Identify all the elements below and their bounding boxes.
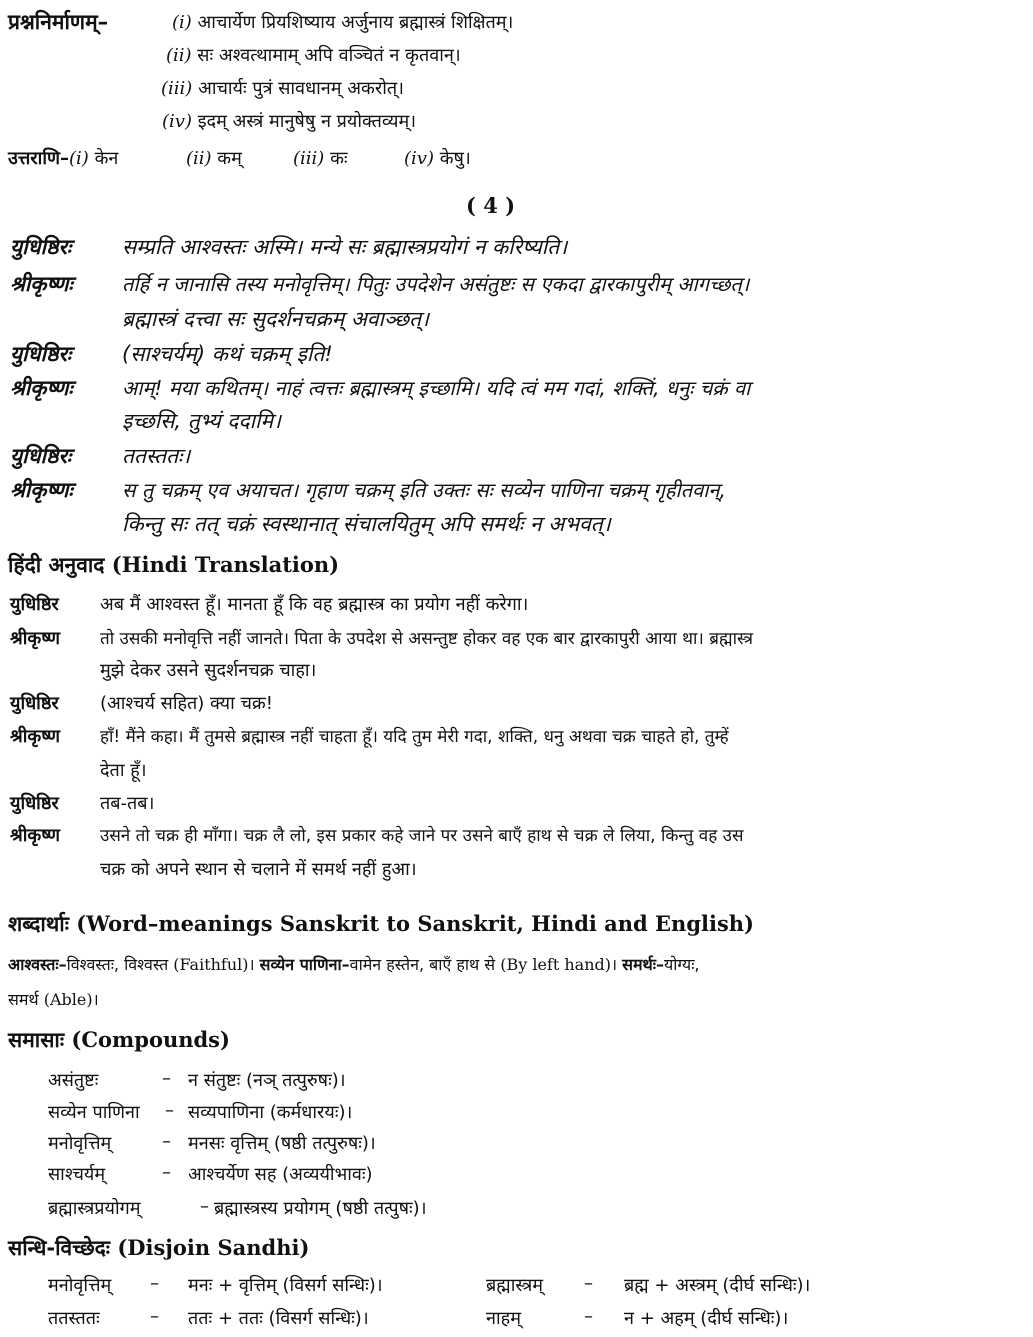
speaker-name: युधिष्ठिरः bbox=[10, 235, 72, 259]
translation-line: चक्र को अपने स्थान से चलाने में समर्थ नहीं हुआ। bbox=[100, 859, 417, 880]
heading-hi: सन्धि-विच्छेदः bbox=[8, 1236, 111, 1260]
compound-sep: – bbox=[165, 1100, 174, 1121]
sandhi-split: न + अहम् (दीर्घ सन्धिः)। bbox=[624, 1308, 789, 1329]
dialogue-line: आम्! मया कथितम्। नाहं त्वत्तः ब्रह्मास्त्रम् इच्छामि। यदि त्वं मम गदां, शक्तिं, धनुः चक्रं वा bbox=[122, 376, 751, 400]
speaker-name: श्रीकृष्ण bbox=[10, 825, 61, 846]
term: सव्येन पाणिना– bbox=[259, 955, 350, 974]
question-num: (iv) bbox=[162, 111, 192, 132]
dialogue-line: ततस्ततः। bbox=[122, 444, 191, 468]
answer-item-2 bbox=[186, 146, 242, 170]
question-num: (i) bbox=[172, 12, 192, 33]
meaning-en: (Faithful) bbox=[173, 955, 249, 974]
compound-word: साश्चर्यम् bbox=[48, 1164, 106, 1185]
translation-line: (आश्चर्य सहित) क्या चक्र! bbox=[100, 693, 273, 714]
meaning-en: (Able) bbox=[43, 990, 93, 1009]
answer-num: (ii) bbox=[186, 148, 212, 169]
meaning: वामेन हस्तेन, बाएँ हाथ से bbox=[349, 955, 501, 974]
heading-hi: हिंदी अनुवाद bbox=[8, 553, 105, 577]
question-item-3 bbox=[161, 76, 404, 100]
heading-en: (Word–meanings Sanskrit to Sanskrit, Hindi and English) bbox=[76, 911, 754, 936]
question-item-1 bbox=[172, 10, 513, 34]
danda: । bbox=[92, 990, 99, 1009]
compound-sep: – bbox=[162, 1162, 171, 1183]
danda: । bbox=[611, 955, 623, 974]
question-item-4 bbox=[162, 109, 416, 133]
dialogue-line: ब्रह्मास्त्रं दत्त्वा सः सुदर्शनचक्रम् अवाञ्छत्। bbox=[122, 307, 430, 331]
sandhi-sep: – bbox=[584, 1306, 593, 1327]
compounds-heading bbox=[8, 1026, 230, 1054]
hindi-translation-heading bbox=[8, 551, 339, 579]
dialogue-line: इच्छसि, तुभ्यं ददामि। bbox=[122, 409, 282, 433]
answer-text: केषु। bbox=[439, 148, 471, 169]
heading-hi: शब्दार्थाः bbox=[8, 912, 69, 936]
translation-line: तब-तब। bbox=[100, 793, 155, 814]
speaker-name: युधिष्ठिरः bbox=[10, 444, 72, 468]
speaker-name: युधिष्ठिर bbox=[10, 594, 59, 615]
speaker-name: श्रीकृष्ण bbox=[10, 726, 61, 747]
dialogue-line: किन्तु सः तत् चक्रं स्वस्थानात् संचालयितुम् अपि समर्थः न अभवत्। bbox=[122, 512, 611, 536]
compound-meaning: न संतुष्टः (नञ् तत्पुरुषः)। bbox=[188, 1070, 346, 1091]
section-number: ( 4 ) bbox=[466, 193, 516, 218]
sandhi-word: नाहम् bbox=[486, 1308, 521, 1329]
sandhi-word: मनोवृत्तिम् bbox=[48, 1275, 112, 1296]
word-meanings-line-2 bbox=[8, 988, 99, 1010]
sandhi-sep: – bbox=[584, 1273, 593, 1294]
question-item-2 bbox=[166, 43, 461, 67]
danda: । bbox=[248, 955, 260, 974]
term: आश्वस्तः– bbox=[8, 955, 67, 974]
question-num: (ii) bbox=[166, 45, 192, 66]
speaker-name: श्रीकृष्णः bbox=[10, 478, 73, 502]
translation-line: देता हूँ। bbox=[100, 760, 147, 781]
compound-word: ब्रह्मास्त्रप्रयोगम् bbox=[48, 1198, 141, 1219]
answer-text: कः bbox=[330, 148, 348, 169]
dialogue-line: स तु चक्रम् एव अयाचत। गृहाण चक्रम् इति उक्तः सः सव्येन पाणिना चक्रम् गृहीतवान्, bbox=[122, 478, 726, 502]
term: समर्थः– bbox=[622, 955, 664, 974]
answer-item-3 bbox=[293, 146, 348, 170]
question-text: आचार्येण प्रियशिष्याय अर्जुनाय ब्रह्मास्त्रं शिक्षितम्। bbox=[197, 12, 514, 33]
answer-num: (iv) bbox=[404, 148, 434, 169]
heading-hi: समासाः bbox=[8, 1028, 65, 1052]
sandhi-heading bbox=[8, 1234, 309, 1262]
question-making-label: प्रश्ननिर्माणम्– bbox=[8, 10, 109, 34]
compound-sep: – bbox=[200, 1196, 209, 1217]
answers-row bbox=[8, 146, 118, 170]
speaker-name: युधिष्ठिरः bbox=[10, 342, 72, 366]
answer-item-4 bbox=[404, 146, 471, 170]
compound-meaning: आश्चर्येण सह (अव्ययीभावः) bbox=[188, 1164, 373, 1185]
dialogue-line: तर्हि न जानासि तस्य मनोवृत्तिम्। पितुः उपदेशेन असंतुष्टः स एकदा द्वारकापुरीम् आगच्छत्। bbox=[122, 272, 750, 296]
word-meanings-line-1 bbox=[8, 953, 700, 975]
answer-num: (i) bbox=[69, 148, 89, 169]
answers-label: उत्तराणि– bbox=[8, 148, 70, 169]
translation-line: हाँ! मैंने कहा। मैं तुमसे ब्रह्मास्त्र नहीं चाहता हूँ। यदि तुम मेरी गदा, शक्ति, धनु अथवा चक्र चाहते हो, तुम्हें bbox=[100, 727, 729, 747]
compound-word: मनोवृत्तिम् bbox=[48, 1133, 112, 1154]
sandhi-word: ब्रह्मास्त्रम् bbox=[486, 1275, 544, 1296]
translation-line: तो उसकी मनोवृत्ति नहीं जानते। पिता के उपदेश से असन्तुष्ट होकर वह एक बार द्वारकापुरी आया था। ब्रह्मास्त्र bbox=[100, 629, 753, 649]
answer-text: केन bbox=[94, 148, 119, 169]
compound-word: असंतुष्टः bbox=[48, 1070, 99, 1091]
meaning: समर्थ bbox=[8, 990, 44, 1009]
sandhi-split: ब्रह्म + अस्त्रम् (दीर्घ सन्धिः)। bbox=[624, 1275, 811, 1296]
compound-sep: – bbox=[162, 1068, 171, 1089]
translation-line: अब मैं आश्वस्त हूँ। मानता हूँ कि वह ब्रह्मास्त्र का प्रयोग नहीं करेगा। bbox=[100, 594, 529, 615]
compound-meaning: मनसः वृत्तिम् (षष्ठी तत्पुरुषः)। bbox=[188, 1133, 376, 1154]
translation-line: उसने तो चक्र ही माँगा। चक्र लै लो, इस प्रकार कहे जाने पर उसने बाएँ हाथ से चक्र ले लिया, किन्तु वह उस bbox=[100, 826, 744, 846]
compound-sep: – bbox=[162, 1131, 171, 1152]
heading-en: (Disjoin Sandhi) bbox=[117, 1235, 310, 1260]
speaker-name: युधिष्ठिर bbox=[10, 693, 59, 714]
speaker-name: युधिष्ठिर bbox=[10, 793, 59, 814]
question-text: सः अश्वत्थामाम् अपि वञ्चितं न कृतवान्। bbox=[197, 45, 461, 66]
word-meanings-heading bbox=[8, 910, 754, 938]
heading-en: (Hindi Translation) bbox=[111, 552, 340, 577]
speaker-name: श्रीकृष्णः bbox=[10, 376, 73, 400]
question-num: (iii) bbox=[161, 78, 193, 99]
compound-meaning: ब्रह्मास्त्रस्य प्रयोगम् (षष्ठी तत्पुषः)। bbox=[214, 1198, 427, 1219]
sandhi-sep: – bbox=[150, 1273, 159, 1294]
translation-line: मुझे देकर उसने सुदर्शनचक्र चाहा। bbox=[100, 660, 317, 681]
sandhi-sep: – bbox=[150, 1306, 159, 1327]
question-text: आचार्यः पुत्रं सावधानम् अकरोत्। bbox=[198, 78, 404, 99]
compound-word: सव्येन पाणिना bbox=[48, 1102, 140, 1123]
dialogue-line: (साश्चर्यम्) कथं चक्रम् इति! bbox=[122, 342, 333, 366]
meaning: योग्यः, bbox=[664, 955, 700, 974]
heading-en: (Compounds) bbox=[71, 1027, 230, 1052]
meaning: विश्वस्तः, विश्वस्त bbox=[66, 955, 174, 974]
dialogue-line: सम्प्रति आश्वस्तः अस्मि। मन्ये सः ब्रह्मास्त्रप्रयोगं न करिष्यति। bbox=[122, 235, 568, 259]
compound-meaning: सव्यपाणिना (कर्मधारयः)। bbox=[188, 1102, 353, 1123]
speaker-name: श्रीकृष्ण bbox=[10, 628, 61, 649]
speaker-name: श्रीकृष्णः bbox=[10, 272, 73, 296]
answer-text: कम् bbox=[217, 148, 242, 169]
question-text: इदम् अस्त्रं मानुषेषु न प्रयोक्तव्यम्। bbox=[197, 111, 417, 132]
sandhi-word: ततस्ततः bbox=[48, 1308, 100, 1329]
sandhi-split: मनः + वृत्तिम् (विसर्ग सन्धिः)। bbox=[188, 1275, 383, 1296]
answer-num: (iii) bbox=[293, 148, 325, 169]
sandhi-split: ततः + ततः (विसर्ग सन्धिः)। bbox=[188, 1308, 369, 1329]
meaning-en: (By left hand) bbox=[500, 955, 611, 974]
